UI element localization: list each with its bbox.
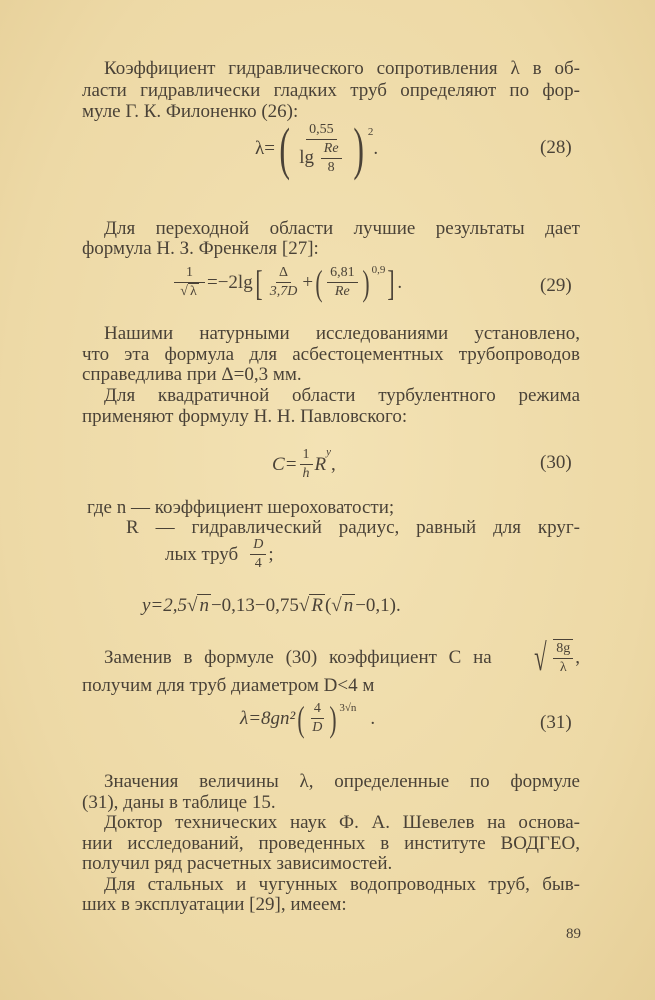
equation-number: (29) (540, 275, 572, 296)
equation-28 (255, 116, 379, 181)
equation-number: (28) (540, 137, 572, 158)
eq-text: R (314, 453, 327, 475)
eq-text: Заменив в формуле (30) коэффициент C на (104, 647, 492, 668)
exponent: y (326, 446, 331, 458)
text-line: муле Г. К. Филоненко (26): (82, 101, 299, 122)
eq-text: . (370, 707, 376, 729)
numerator: 1 (174, 264, 205, 283)
text-line (165, 536, 274, 573)
equation-number: (31) (540, 712, 572, 733)
eq-text: . (397, 271, 403, 293)
numerator: Re (321, 140, 342, 159)
eq-text: lg (299, 146, 315, 168)
text-line: Для стальных и чугунных водопроводных труб, быв- (104, 874, 580, 895)
text-line: получил ряд расчетных зависимостей. (82, 853, 393, 874)
eq-text: , (331, 453, 336, 475)
text-line: нии исследований, проведенных в институте ВОДГЕО, (82, 833, 580, 854)
denominator: D (312, 720, 323, 735)
eq-text: λ (189, 284, 197, 299)
fraction (309, 700, 325, 737)
fraction (553, 639, 573, 677)
text-line: Нашими натурными исследованиями установлено, (104, 323, 580, 344)
text-line: (31), даны в таблице 15. (82, 792, 276, 813)
text-line: Для переходной области лучшие результаты дает (104, 218, 580, 239)
text-line: формула Н. З. Френкеля [27]: (82, 238, 319, 259)
eq-text: y=2,5 (142, 594, 188, 616)
denominator: 3,7D (269, 284, 298, 299)
text-line: Коэффициент гидравлического сопротивления λ в об- (104, 58, 580, 79)
eq-text: . (373, 138, 379, 159)
denominator: h (302, 466, 310, 481)
fraction (327, 264, 358, 301)
fraction (250, 536, 266, 573)
exponent: 0,9 (371, 264, 386, 276)
text-line: Для квадратичной области турбулентного режима (104, 385, 580, 406)
paren: ) (329, 698, 337, 739)
paren: ( (315, 262, 323, 303)
fraction (296, 121, 346, 177)
denominator (296, 140, 346, 177)
text-line: применяют формулу Н. Н. Павловского: (82, 406, 408, 427)
numerator: 6,81 (327, 264, 358, 283)
paren: ) (352, 116, 364, 181)
eq-text: λ=8gn² (240, 707, 296, 729)
fraction (321, 140, 342, 177)
text-line: где n — коэффициент шероховатости; (87, 497, 395, 518)
eq-text: λ= (255, 138, 275, 159)
fraction (174, 264, 205, 301)
eq-text: ( (324, 594, 332, 616)
fraction (300, 446, 313, 483)
sqrt-icon: √ (534, 637, 548, 679)
bracket: ] (387, 262, 395, 303)
text-line: Значения величины λ, определенные по формуле (104, 771, 580, 792)
numerator: 0,55 (306, 121, 337, 140)
denominator: λ (559, 660, 567, 675)
eq-text: + (302, 271, 314, 293)
eq-text: ; (268, 543, 274, 565)
eq-text: n (199, 595, 209, 616)
numerator: 4 (311, 700, 324, 719)
eq-text: −0,13−0,75 (210, 594, 299, 616)
denominator: √ λ (180, 284, 197, 299)
numerator: 8g (553, 640, 573, 659)
text-line: ших в эксплуатации [29], имеем: (82, 894, 347, 915)
paren: ( (279, 116, 290, 181)
eq-text: C= (272, 453, 298, 475)
numerator: D (250, 536, 266, 555)
eq-text: −0,1). (355, 594, 401, 616)
eq-text: , (575, 647, 580, 668)
text-line: что эта формула для асбестоцементных трубопроводов (82, 344, 580, 365)
equation-30 (272, 446, 336, 483)
text-line: справедлива при Δ=0,3 мм. (82, 364, 302, 385)
exponent: 3√n (339, 702, 357, 714)
numerator: 1 (300, 446, 313, 465)
text-line (104, 636, 580, 680)
text-line: получим для труб диаметром D<4 м (82, 675, 375, 696)
text-line: Доктор технических наук Ф. А. Шевелев на основа- (104, 812, 580, 833)
numerator: Δ (276, 264, 291, 283)
eq-text: =−2lg (207, 271, 253, 293)
bracket: [ (255, 262, 263, 303)
page-number: 89 (566, 926, 581, 942)
text-line: ласти гидравлически гладких труб определяют по фор- (82, 80, 580, 101)
denominator: 4 (254, 556, 262, 571)
equation-29 (172, 264, 402, 301)
denominator: 8 (327, 160, 335, 175)
paren: ) (361, 262, 370, 303)
equation-y: y=2,5 √ n −0,13−0,75 √ R ( √ n −0,1). (142, 594, 401, 616)
paren: ( (297, 698, 305, 739)
equation-31 (240, 700, 375, 737)
fraction (267, 264, 301, 301)
exponent: 2 (367, 126, 374, 138)
equation-number: (30) (540, 452, 572, 473)
eq-text: n (343, 595, 354, 616)
eq-text: R (311, 595, 323, 616)
denominator: Re (334, 284, 350, 299)
eq-text: лых труб (165, 543, 239, 565)
text-line: R — гидравлический радиус, равный для круг- (126, 517, 580, 538)
